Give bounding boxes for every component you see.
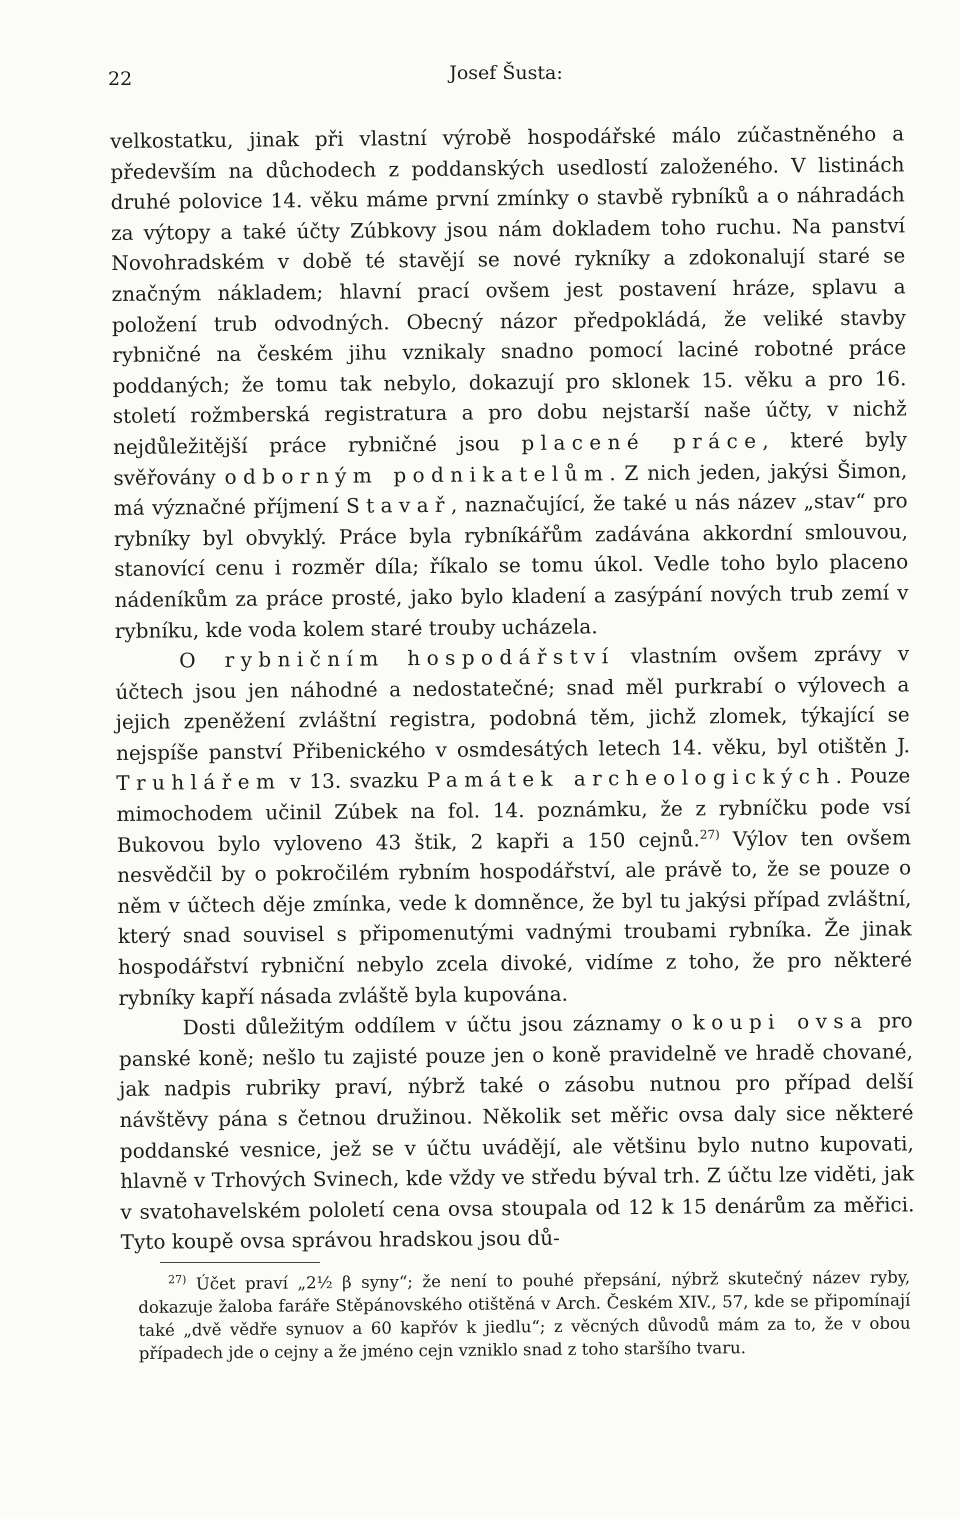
body-text (110, 118, 915, 1258)
text-run: velkostatku, jinak při vlastní výrobě hospodářské málo zúčastněného a především na důchodech z poddanských usedlostí založeného. V listinách druhé polovice 14. věku máme první zmínky o stavbě rybníků a o náhradách za výtopy a také účty Zúbkovy jsou nám dokladem toho ruchu. Na panství Novohradském v době té stavějí se nové rykníky a zdokonalují staré se značným nákladem; hlavní prací ovšem jest postavení hráze, splavu a položení trub odvodných. Obecný názor předpokládá, že veliké stavby rybničné na českém jihu vznikaly snadno pomocí laciné robotné práce poddaných; že tomu tak nebylo, dokazují pro sklonek 15. věku a pro 16. století rožmberská registratura a pro dobu nejstarší naše účty, v nichž nejdůležitější práce rybničné jsou (110, 121, 907, 459)
footnote-marker: 27) (168, 1273, 187, 1287)
text-run: pro panské koně; nešlo tu zajisté pouze jen o koně pravidelně ve hradě chované, jak nadpis rubriky praví, nýbrž také o zásobu nutnou pro případ delší návštěvy pána s četnou družinou. Několik set měřic ovsa daly sice některé poddanské vesnice, jež se v účtu uvádějí, ale většinu bylo nutno kupovati, hlavně v Trhových Svinech, kde vždy ve středu býval trh. Z účtu lze viděti, jak v svatohavelském pololetí cena ovsa stoupala od 12 k 15 denárům za měřici. Tyto koupě ovsa správou hradskou jsou dů- (118, 1008, 915, 1255)
footnote-text: Účet praví „2½ β syny“; že není to pouhé přepsání, nýbrž skutečný název ryby, dokazuje žaloba faráře Stěpánovského otištěná v Arch. Českém XIV., 57, kde se připomínají také „dvě vědře synuov a 60 kapřóv k jiedlu“; z věcných důvodů mám za to, že v obou případech jde o cejny a že jméno cejn vzniklo snad z toho staršího tvaru. (138, 1267, 911, 1363)
spaced-emphasis: koupi ovsa (692, 1008, 869, 1035)
text-run: . Pouze mimochodem učinil Zúbek na fol. 14. poznámku, že z rybníčku pode vsí Bukovou bylo vyloveno 43 štik, 2 kapři a 150 cejnů. (116, 763, 911, 857)
paragraph (115, 638, 912, 1013)
text-run: , které byly svěřovány (113, 427, 908, 490)
text-run: vlastním ovšem zprávy v účtech jsou jen náhodné a nedostatečné; snad měl purkrabí o výlovech a jejich zpeněžení zvláštní registra, podobná těm, jichž zlomek, týkající se nejspíše panství Přibenického v osmdesátých letech 14. věku, byl otištěn J. (115, 641, 911, 765)
spaced-emphasis: placené práce (521, 428, 763, 456)
footnote (138, 1266, 911, 1365)
text-run: . Z nich jeden, jakýsi Šimon, má význačné příjmení (113, 457, 908, 521)
paragraph (119, 1006, 915, 1258)
text-run: Dosti důležitým oddílem v účtu jsou záznamy o (182, 1010, 693, 1040)
footnote-separator (160, 1262, 320, 1263)
text-run: v 13. svazku (281, 768, 428, 794)
spaced-emphasis: Památek archeologických (426, 764, 836, 793)
spaced-emphasis: Stavař (345, 492, 452, 518)
running-title: Josef Šusta: (449, 62, 563, 84)
page-number: 22 (108, 68, 133, 90)
text-run: , naznačující, že také u nás název „stav“ pro rybníky byl obvyklý. Práce byla rybníkářům zadávána akkordní smlouvou, stanovící cenu i rozměr díla; říkalo se tomu úkol. Vedle toho bylo placeno nádeníkům za práce prosté, jako bylo kladení a zasýpání nových trub zemí v rybníku, kde voda kolem staré trouby ucházela. (113, 488, 909, 643)
spaced-emphasis: O rybničním hospodářství (179, 644, 615, 673)
page-header (108, 62, 904, 98)
footnote-reference: 27) (699, 827, 720, 842)
spaced-emphasis: Truhlářem (116, 769, 282, 796)
paragraph (110, 118, 909, 646)
text-run: Výlov ten ovšem nesvědčil by o pokročilém rybním hospodářství, ale právě to, že se pouze o něm v účtech děje zmínka, vede k domněnce, že byl tu jakýsi případ zvláštní, který snad souvisel s připomenutými vadnými troubami rybníka. Že jinak hospodářství rybniční nebylo zcela divoké, vidíme z toho, že pro některé rybníky kapří násada zvláště byla kupována. (117, 825, 913, 1010)
spaced-emphasis: odborným podnikatelům (224, 460, 610, 489)
